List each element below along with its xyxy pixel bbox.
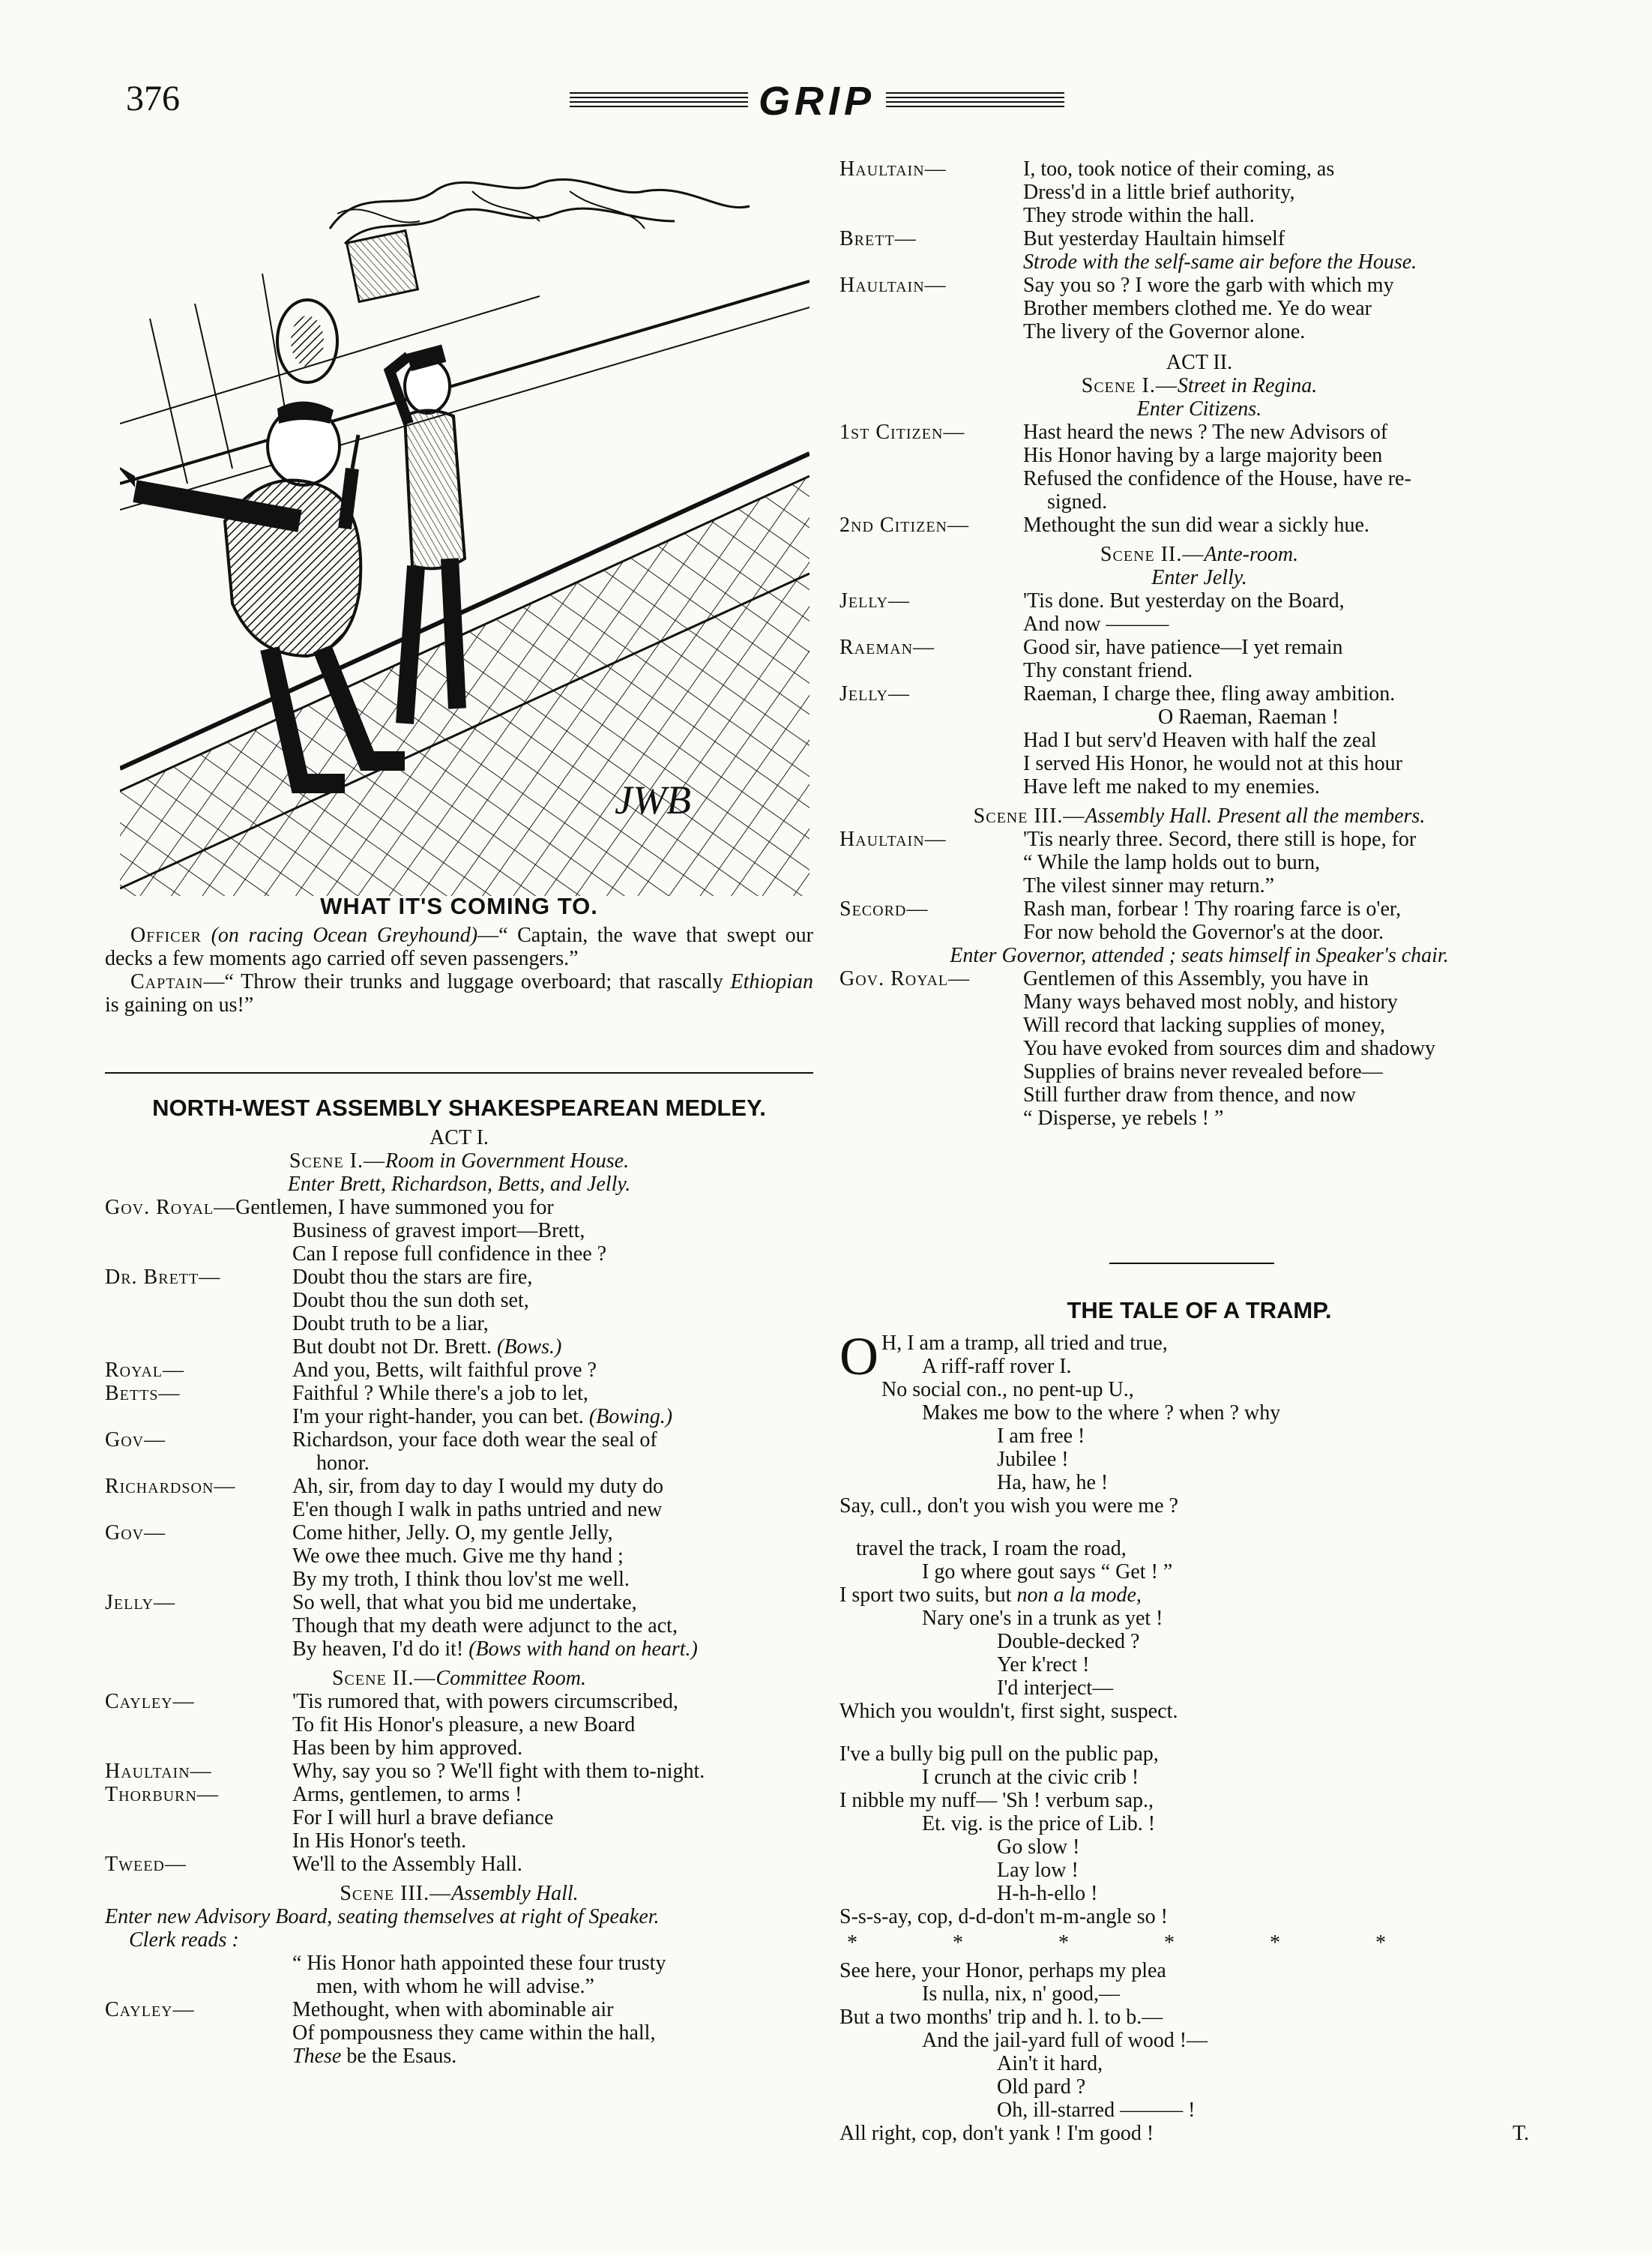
verse-line: Come hither, Jelly. O, my gentle Jelly, [292,1521,613,1544]
speaker: Brett— [839,227,917,250]
verse-text: But doubt not Dr. Brett. [292,1335,492,1359]
verse-line: So well, that what you bid me undertake, [292,1591,637,1614]
verse-line: “ His Honor hath appointed these four trusty [292,1952,666,1975]
stage-direction: (Bows with hand on heart.) [468,1637,698,1661]
speaker: Dr. Brett— [105,1266,221,1289]
poem-line: travel the track, I roam the road, [856,1537,1127,1560]
cartoon-title: WHAT IT'S COMING TO. [320,893,598,919]
poem-line: H-h-h-ello ! [997,1882,1098,1905]
verse-line: Can I repose full confidence in thee ? [292,1242,607,1266]
verse-line: His Honor having by a large majority been [1023,444,1383,467]
section-stars: * * * * * * [847,1931,1431,1955]
verse-line: You have evoked from sources dim and shadowy [1023,1037,1436,1060]
caption-text: is gaining on us!” [105,993,254,1017]
speaker: Haultain— [839,828,947,851]
verse-line: Rash man, forbear ! Thy roaring farce is o'er, [1023,897,1402,921]
stage-direction: (on racing Ocean Greyhound) [211,924,478,947]
magazine-title: GRIP [758,79,876,124]
speech [839,828,1559,897]
verse-text: These [292,2045,342,2068]
scene-place: Assembly Hall. [451,1882,579,1905]
verse-line: 'Tis nearly three. Secord, there still is hope, for [1023,828,1417,851]
verse-line: Supplies of brains never revealed before— [1023,1060,1383,1083]
poem-line: Go slow ! [997,1835,1080,1859]
poem-line: I crunch at the civic crib ! [922,1766,1139,1789]
stanza [839,1326,1559,1517]
verse-line: Why, say you so ? We'll fight with them to-night. [292,1760,705,1783]
speech [105,1359,813,1382]
poem-line: I nibble my nuff— 'Sh ! verbum sap., [839,1789,1154,1812]
verse-line: Refused the confidence of the House, have re- [1023,467,1411,490]
verse-line: Though that my death were adjunct to the act, [292,1614,678,1637]
poem-line: Nary one's in a trunk as yet ! [922,1607,1163,1630]
verse-line: honor. [316,1452,370,1475]
speaker: Gov. Royal— [839,967,971,990]
poem-line: See here, your Honor, perhaps my plea [839,1959,1166,1982]
verse-line: I, too, took notice of their coming, as [1023,157,1335,181]
poem-title: THE TALE OF A TRAMP. [1067,1297,1332,1323]
poem-line: A riff-raff rover I. [922,1355,1072,1378]
verse-line: Of pompousness they came within the hall, [292,2021,656,2045]
verse-line: Have left me naked to my enemies. [1023,775,1320,798]
speaker: Jelly— [839,682,910,706]
speech [105,1475,813,1521]
verse-line: Methought, when with abominable air [292,1998,614,2021]
speaker: Thorburn— [105,1783,219,1806]
verse-line: To fit His Honor's pleasure, a new Board [292,1713,636,1736]
section-divider [1109,1263,1274,1264]
speech [105,1428,813,1475]
verse-line: The livery of the Governor alone. [1023,320,1306,343]
verse-block [105,1952,813,1998]
masthead-rule-left [570,92,748,110]
verse-line: Brother members clothed me. Ye do wear [1023,297,1372,320]
speech [839,421,1559,514]
verse-line [292,1405,813,1428]
speech [105,1196,813,1219]
verse-line: But yesterday Haultain himself [1023,227,1285,250]
verse-line: Hast heard the news ? The new Advisors of [1023,421,1388,444]
speaker: Richardson— [105,1475,236,1498]
speech [105,1760,813,1783]
verse-line: Say you so ? I wore the garb with which my [1023,274,1394,297]
poem-line: But a two months' trip and h. l. to b.— [839,2006,1163,2029]
scene-heading [839,543,1559,566]
verse-line: Still further draw from thence, and now [1023,1083,1356,1107]
stage-direction: Clerk reads : [129,1928,239,1952]
caption-text: Ethiopian [730,970,813,993]
scene-label: Scene I.— [1081,374,1178,397]
caption-captain [105,970,813,1017]
scene-heading [105,1149,813,1173]
verse-line: 'Tis done. But yesterday on the Board, [1023,589,1345,613]
speaker: Haultain— [839,274,947,297]
verse-line: And now ——— [1023,613,1169,636]
speaker: Gov— [105,1521,166,1544]
verse-line: Raeman, I charge thee, fling away ambition. [1023,682,1396,706]
speech [839,514,1559,537]
stage-direction: Enter new Advisory Board, seating themselves at right of Speaker. [105,1905,660,1928]
verse-line: Strode with the self-same air before the House. [1023,250,1417,274]
poem-line: Old pard ? [997,2075,1086,2099]
verse-line: I served His Honor, he would not at this hour [1023,752,1402,775]
speech [839,636,1559,682]
verse-line: By my troth, I think thou lov'st me well. [292,1568,630,1591]
medley-right-column [839,157,1559,1130]
verse-line: O Raeman, Raeman ! [1158,706,1339,729]
speech [105,1591,813,1661]
speaker: Secord— [839,897,929,921]
scene-place: Ante-room. [1204,543,1299,566]
poem-line: Ha, haw, he ! [997,1471,1109,1494]
poem-line: Makes me bow to the where ? when ? why [922,1401,1281,1425]
speaker: Cayley— [105,1998,195,2021]
stanza [839,1537,1559,1723]
verse-line: Thy constant friend. [1023,659,1193,682]
verse-line: Methought the sun did wear a sickly hue. [1023,514,1369,537]
verse-line: 'Tis rumored that, with powers circumscribed, [292,1690,678,1713]
scene-heading [839,374,1559,397]
speech [105,1690,813,1760]
speaker-officer: Officer [130,924,202,947]
verse-line: In His Honor's teeth. [292,1829,467,1853]
speech [105,1521,813,1591]
scene-heading [105,1882,813,1905]
verse-line: “ While the lamp holds out to burn, [1023,851,1321,874]
poem-line: H, I am a tramp, all tried and true, [881,1332,1168,1355]
page-number: 376 [126,79,180,118]
caption-officer [105,924,813,970]
scene-place: Committee Room. [435,1667,587,1690]
poem-line: Oh, ill-starred ——— ! [997,2099,1196,2122]
verse-line: Gentlemen, I have summoned you for [235,1196,554,1219]
medley-left-column [105,1095,813,2068]
speech [839,157,1559,227]
verse-line: Dress'd in a little brief authority, [1023,181,1295,204]
verse-line: signed. [1047,490,1108,514]
verse-line: They strode within the hall. [1023,204,1255,227]
poem-text: I sport two suits, but [839,1583,1017,1607]
stage-direction: Enter Citizens. [1136,397,1262,421]
poem-line: No social con., no pent-up U., [881,1378,1134,1401]
verse-line: Doubt truth to be a liar, [292,1312,489,1335]
poem-line: And the jail-yard full of wood !— [922,2029,1208,2052]
verse-line [292,2045,813,2068]
scene-label: Scene II.— [1100,543,1205,566]
verse-line: For I will hurl a brave defiance [292,1806,554,1829]
poem-signature: T. [1512,2122,1529,2145]
speaker: Jelly— [839,589,910,613]
poem-line: I go where gout says “ Get ! ” [922,1560,1173,1583]
speaker: Royal— [105,1359,185,1382]
speech [839,897,1559,944]
scene-label: Scene II.— [331,1667,436,1690]
verse-line: We'll to the Assembly Hall. [292,1853,522,1876]
verse-line: Faithful ? While there's a job to let, [292,1382,588,1405]
scene-place: Assembly Hall. Present all the members. [1085,804,1426,828]
masthead-rule-right [886,92,1064,110]
verse-text: be the Esaus. [341,2045,457,2068]
poem-line: Lay low ! [997,1859,1079,1882]
verse-block [105,1219,813,1266]
poem-line: Is nulla, nix, n' good,— [922,1982,1121,2006]
verse-line: For now behold the Governor's at the door. [1023,921,1384,944]
poem-text: All right, cop, don't yank ! I'm good ! [839,2122,1154,2145]
speaker: Jelly— [105,1591,175,1614]
poem-line [839,1583,1559,1607]
stanza [839,1742,1559,1928]
medley-title: NORTH-WEST ASSEMBLY SHAKESPEAREAN MEDLEY. [152,1095,766,1121]
act-one-heading: ACT I. [429,1126,489,1149]
verse-line: “ Disperse, ye rebels ! ” [1023,1107,1224,1130]
scene-label: Scene I.— [289,1149,386,1173]
speech [839,682,1559,798]
scene-heading [839,804,1559,828]
verse-line [292,1637,813,1661]
scene-place: Street in Regina. [1177,374,1318,397]
verse-line: Gentlemen of this Assembly, you have in [1023,967,1369,990]
speech [105,1998,813,2068]
speech [105,1853,813,1876]
poem-line: I'd interject— [997,1676,1114,1700]
speaker: Betts— [105,1382,181,1405]
speaker: Cayley— [105,1690,195,1713]
poem-line: I've a bully big pull on the public pap, [839,1742,1159,1766]
stage-direction: Enter Brett, Richardson, Betts, and Jelly. [287,1173,631,1196]
verse-line: Many ways behaved most nobly, and history [1023,990,1398,1014]
poem-line: Jubilee ! [997,1448,1069,1471]
verse-line: Business of gravest import—Brett, [292,1219,585,1242]
masthead [570,75,1064,127]
poem-line: S-s-s-ay, cop, d-d-don't m-m-angle so ! [839,1905,1168,1928]
poem-line: Ain't it hard, [997,2052,1103,2075]
tramp-poem [839,1297,1559,2145]
poem-line: Yer k'rect ! [997,1653,1090,1676]
act-two-heading: ACT II. [1166,351,1233,374]
speech [105,1266,813,1359]
poem-text: non a la mode, [1016,1583,1142,1607]
poem-line [839,2122,1559,2145]
scene-label: Scene III.— [340,1882,452,1905]
verse-line: And you, Betts, wilt faithful prove ? [292,1359,597,1382]
verse-line: We owe thee much. Give me thy hand ; [292,1544,624,1568]
speaker: Raeman— [839,636,935,659]
verse-line: Has been by him approved. [292,1736,523,1760]
scene-label: Scene III.— [973,804,1085,828]
section-divider [105,1072,813,1074]
poem-line: Say, cull., don't you wish you were me ? [839,1494,1178,1517]
stage-direction: Enter Jelly. [1151,566,1247,589]
verse-line: E'en though I walk in paths untried and new [292,1498,663,1521]
poem-line: Double-decked ? [997,1630,1140,1653]
stage-direction: (Bowing.) [588,1405,673,1428]
verse-text: By heaven, I'd do it! [292,1637,464,1661]
speech [105,1382,813,1428]
speaker: Tweed— [105,1853,187,1876]
drop-cap: O [839,1326,878,1386]
speech [839,274,1559,343]
stanza [839,1959,1559,2145]
verse-line: Ah, sir, from day to day I would my duty do [292,1475,664,1498]
caption-text: —“ Captain, the wave that swept our decks a few moments ago carried off seven passengers.” [105,924,814,970]
verse-text: I'm your right-hander, you can bet. [292,1405,584,1428]
verse-line: Will record that lacking supplies of money, [1023,1014,1386,1037]
speaker: Haultain— [105,1760,212,1783]
scene-heading [105,1667,813,1690]
cartoon-caption [105,894,813,1017]
speaker: Gov. Royal— [105,1196,236,1219]
scene-place: Room in Government House. [385,1149,630,1173]
speech [839,967,1559,1130]
speaker: 2nd Citizen— [839,514,969,537]
poem-line: I am free ! [997,1425,1085,1448]
cartoon-illustration [120,169,810,896]
verse-line: Doubt thou the sun doth set, [292,1289,529,1312]
verse-line: Arms, gentlemen, to arms ! [292,1783,522,1806]
caption-text: —“ Throw their trunks and luggage overboard; that rascally [203,970,731,993]
poem-line: Which you wouldn't, first sight, suspect. [839,1700,1178,1723]
verse-line: Richardson, your face doth wear the seal of [292,1428,657,1452]
speech [105,1783,813,1853]
stage-direction: Enter Governor, attended ; seats himself in Speaker's chair. [950,944,1449,967]
verse-line: men, with whom he will advise.” [316,1975,594,1998]
verse-line [292,1335,813,1359]
speaker: Gov— [105,1428,166,1452]
speaker: Haultain— [839,157,947,181]
verse-line: Doubt thou the stars are fire, [292,1266,533,1289]
speaker-captain: Captain [130,970,204,993]
stage-direction: (Bows.) [497,1335,562,1359]
verse-line: The vilest sinner may return.” [1023,874,1275,897]
speech [839,589,1559,636]
cartoon-signature: JWB [615,777,691,822]
verse-line: Good sir, have patience—I yet remain [1023,636,1343,659]
poem-line: Et. vig. is the price of Lib. ! [922,1812,1156,1835]
verse-line: Had I but serv'd Heaven with half the zeal [1023,729,1377,752]
speech [839,227,1559,274]
speaker: 1st Citizen— [839,421,965,444]
